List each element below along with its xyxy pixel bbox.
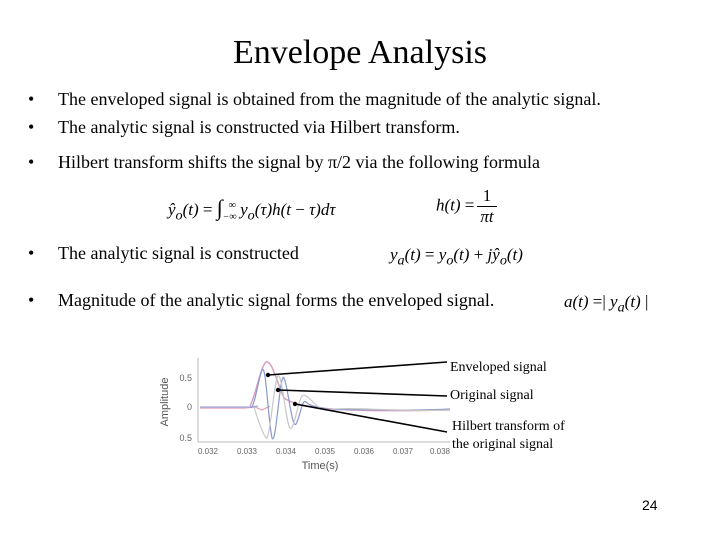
bullet-text: The analytic signal is constructed: [58, 243, 299, 263]
callout-hilbert-line1: Hilbert transform of: [452, 419, 565, 434]
x-axis-label: Time(s): [301, 460, 339, 472]
magnitude-formula: a(t) =| $y_a(t)$ |: [564, 292, 649, 316]
bullet-text: Magnitude of the analytic signal forms the enveloped signal.: [58, 290, 495, 310]
bullet-4: [28, 243, 299, 264]
analytic-signal-formula: $y_a(t) = y_o(t)$ + $jŷ_o(t)$: [390, 245, 523, 269]
y-tick-label: 0.5: [179, 433, 192, 443]
slide-title: Envelope Analysis: [232, 34, 488, 71]
hilbert-oscillation-trace: [254, 376, 450, 438]
hilbert-integral-formula: $ŷ_o(t) = \int_{-\infty}^\infty$ $y_o(\tau)h(t - \tau)d\tau$: [168, 195, 336, 224]
page-number: 24: [642, 497, 658, 513]
kernel-formula: h(t) = $\frac{1}{\pi t}$: [436, 186, 497, 227]
callout-line-hilbert: [295, 404, 447, 432]
bullet-marker: •: [28, 290, 35, 310]
x-tick-label: 0.032: [197, 447, 219, 456]
bullet-2: [28, 117, 460, 138]
bullet-text: The enveloped signal is obtained from the magnitude of the analytic signal.: [58, 89, 601, 109]
callout-line-envelope: [268, 362, 447, 375]
y-tick-label: 0: [186, 402, 192, 412]
y-axis-label: Amplitude: [159, 377, 171, 427]
y-tick-label: 0.5: [179, 373, 192, 383]
original-signal-trace: [200, 406, 258, 407]
bullet-5: [28, 290, 495, 311]
bullet-text: The analytic signal is constructed via Hilbert transform.: [58, 117, 460, 137]
bullet-3: [28, 152, 541, 173]
x-tick-label: 0.038: [429, 447, 451, 456]
x-tick-label: 0.036: [353, 447, 375, 456]
x-tick-label: 0.037: [392, 447, 414, 456]
callout-hilbert-line2: the original signal: [452, 437, 554, 452]
bullet-marker: •: [28, 243, 35, 263]
callout-dot: [293, 402, 297, 406]
x-tick-label: 0.033: [236, 447, 258, 456]
bullet-1: [28, 89, 601, 110]
callout-enveloped-signal: Enveloped signal: [450, 360, 547, 375]
x-tick-label: 0.035: [314, 447, 336, 456]
bullet-text: Hilbert transform shifts the signal by π/2 via the following formula: [58, 152, 541, 172]
callout-dot: [266, 373, 270, 377]
bullet-marker: •: [28, 89, 35, 109]
callout-dot: [276, 388, 280, 392]
x-tick-label: 0.034: [275, 447, 297, 456]
bullet-marker: •: [28, 152, 35, 172]
bullet-marker: •: [28, 117, 35, 137]
callout-original-signal: Original signal: [450, 388, 534, 403]
